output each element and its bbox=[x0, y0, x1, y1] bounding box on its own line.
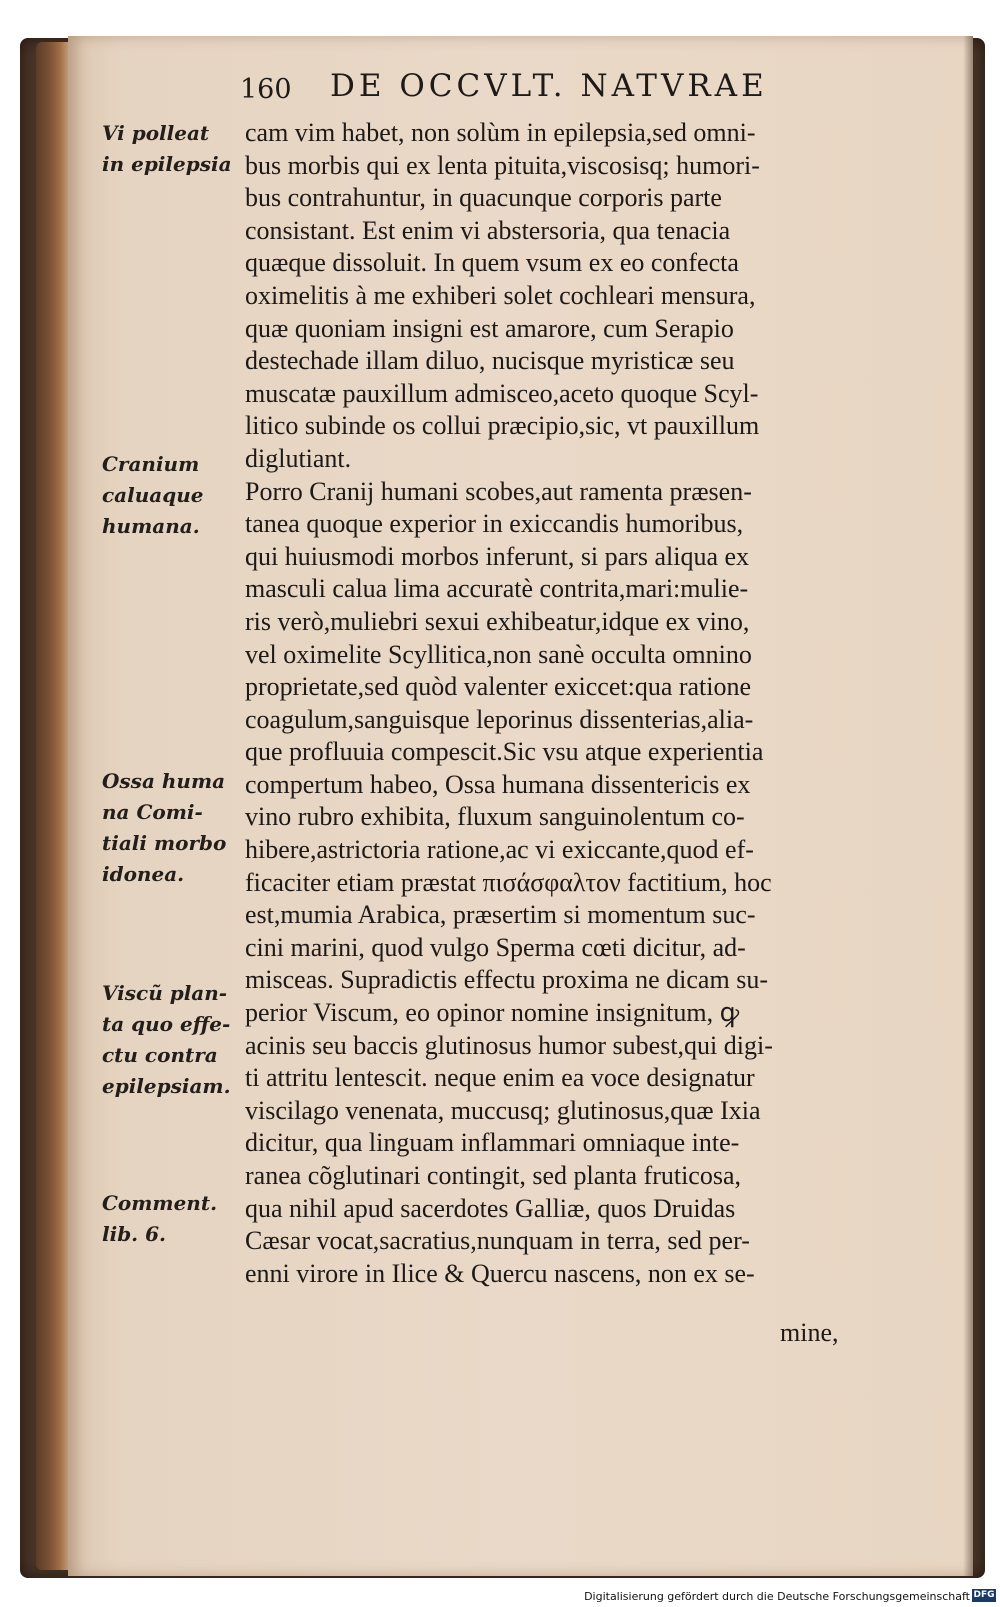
text-line: qua nihil apud sacerdotes Galliæ, quos Druidas bbox=[245, 1193, 736, 1223]
text-line: muscatæ pauxillum admisceo,aceto quoque Scyl- bbox=[245, 378, 759, 408]
text-line: litico subinde os collui præcipio,sic, vt pauxillum bbox=[245, 411, 760, 441]
text-line: dicitur, qua linguam inflammari omniaque inte- bbox=[245, 1128, 740, 1158]
page-header bbox=[240, 68, 880, 108]
text-line: ris verò,muliebri sexui exhibeatur,idque ex vino, bbox=[245, 606, 750, 636]
text-line: qui huiusmodi morbos inferunt, si pars aliqua ex bbox=[245, 541, 750, 571]
body-text bbox=[245, 117, 870, 1290]
text-line: misceas. Supradictis effectu proxima ne dicam su- bbox=[245, 965, 768, 995]
text-line: quæ quoniam insigni est amarore, cum Serapio bbox=[245, 313, 734, 343]
running-title: DE OCCVLT. NATVRAE bbox=[330, 68, 768, 104]
text-line: ficaciter etiam præstat πισάσφαλτον factitium, hoc bbox=[245, 867, 772, 897]
text-line: Cæsar vocat,sacratius,nunquam in terra, sed per- bbox=[245, 1226, 750, 1256]
page-edges bbox=[36, 42, 70, 1570]
text-line: que profluuia compescit.Sic vsu atque experientia bbox=[245, 737, 764, 767]
text-line: bus morbis qui ex lenta pituita,viscosisq; humori- bbox=[245, 150, 760, 180]
margin-note: Comment. lib. 6. bbox=[102, 1191, 218, 1246]
text-line: coagulum,sanguisque leporinus dissenterias,alia- bbox=[245, 704, 754, 734]
text-line: bus contrahuntur, in quacunque corporis parte bbox=[245, 183, 722, 213]
text-line: compertum habeo, Ossa humana dissentericis ex bbox=[245, 769, 751, 799]
text-line: cam vim habet, non solùm in epilepsia,sed omni- bbox=[245, 118, 756, 147]
margin-note: Vi polleat in epilepsia bbox=[102, 121, 232, 176]
text-line: destechade illam diluo, nucisque myristicæ seu bbox=[245, 346, 735, 376]
text-line: cini marini, quod vulgo Sperma cœti dicitur, ad- bbox=[245, 932, 746, 962]
text-line: proprietate,sed quòd valenter exiccet:qua ratione bbox=[245, 672, 752, 702]
margin-note: Cranium caluaque humana. bbox=[102, 452, 204, 538]
text-line: perior Viscum, eo opinor nomine insignitum, ꝙ bbox=[245, 998, 740, 1028]
text-line: consistant. Est enim vi abstersoria, qua tenacia bbox=[245, 215, 731, 245]
text-line: vel oximelite Scyllitica,non sanè occulta omnino bbox=[245, 639, 752, 669]
margin-note: Ossa huma na Comi- tiali morbo idonea. bbox=[102, 769, 227, 886]
page-number: 160 bbox=[240, 74, 292, 105]
text-line: Porro Cranij humani scobes,aut ramenta præsen- bbox=[245, 476, 752, 506]
text-line: acinis seu baccis glutinosus humor subest,qui digi- bbox=[245, 1030, 773, 1060]
digitization-credit: Digitalisierung gefördert durch die Deutsche Forschungsgemeinschaft bbox=[584, 1590, 970, 1603]
margin-note: Viscũ plan- ta quo effe- ctu contra epilepsiam. bbox=[102, 981, 231, 1098]
text-line: enni virore in Ilice & Quercu nascens, non ex se- bbox=[245, 1258, 755, 1288]
text-line: vino rubro exhibita, fluxum sanguinolentum co- bbox=[245, 802, 745, 832]
text-line: diglutiant. bbox=[245, 443, 352, 473]
text-line: viscilago venenata, muccusq; glutinosus,quæ Ixia bbox=[245, 1095, 761, 1125]
text-line: masculi calua lima accuratè contrita,mari:mulie- bbox=[245, 574, 749, 604]
text-line: quæque dissoluit. In quem vsum ex eo confecta bbox=[245, 248, 739, 278]
text-line: ti attritu lentescit. neque enim ea voce designatur bbox=[245, 1063, 755, 1093]
text-line: oximelitis à me exhiberi solet cochleari mensura, bbox=[245, 280, 756, 310]
text-line: tanea quoque experior in exiccandis humoribus, bbox=[245, 509, 744, 539]
text-line: ranea cõglutinari contingit, sed planta fruticosa, bbox=[245, 1161, 741, 1190]
dfg-logo: DFG bbox=[973, 1590, 995, 1600]
text-line: hibere,astrictoria ratione,ac vi exiccante,quod ef- bbox=[245, 835, 754, 865]
catchword: mine, bbox=[780, 1318, 839, 1347]
spine-shadow bbox=[963, 36, 973, 1576]
text-line: est,mumia Arabica, præsertim si momentum suc- bbox=[245, 900, 756, 930]
